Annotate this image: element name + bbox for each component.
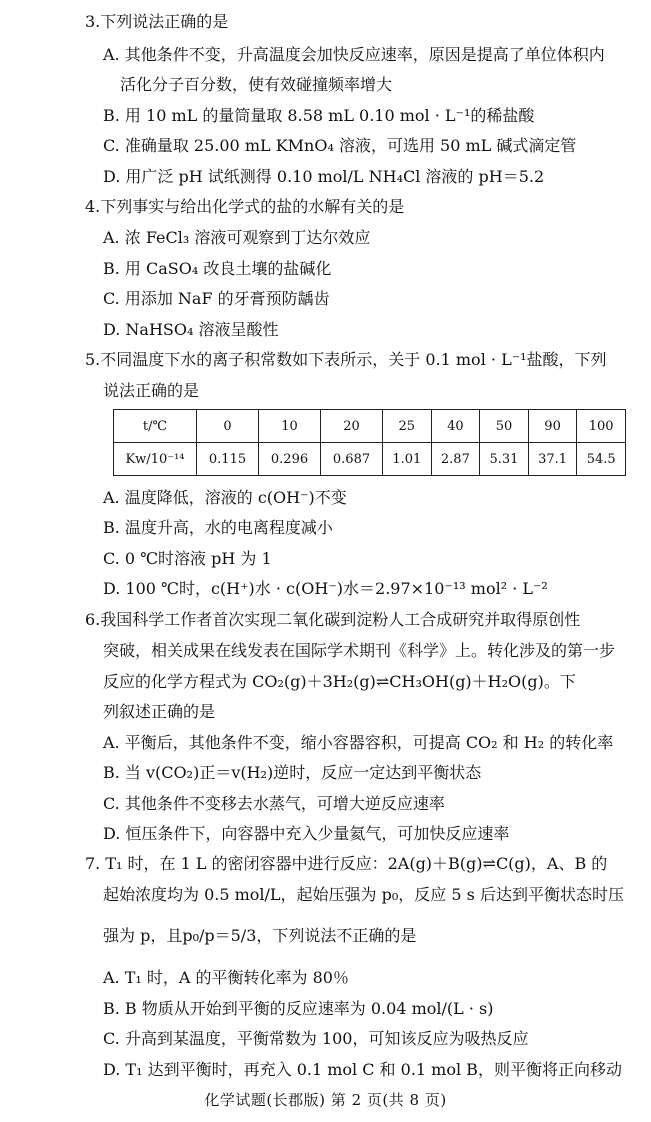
q5-option-a: A. 温度降低，溶液的 c(OH⁻)不变 [103, 488, 347, 507]
q7-option-a: A. T₁ 时，A 的平衡转化率为 80％ [103, 968, 349, 987]
table-cell: 1.01 [383, 443, 432, 476]
q5-stem: 5.不同温度下水的离子积常数如下表所示，关于 0.1 mol · L⁻¹盐酸，下列 [85, 350, 607, 369]
table-cell: 10 [259, 410, 321, 443]
table-row [114, 410, 626, 443]
q7-stem: 7. T₁ 时，在 1 L 的密闭容器中进行反应：2A(g)＋B(g)⇌C(g)，A、B 的 [85, 854, 608, 873]
q6-stem-cont-1: 突破，相关成果在线发表在国际学术期刊《科学》上。转化涉及的第一步 [103, 641, 616, 660]
table-cell: 20 [321, 410, 383, 443]
table-cell: 0.687 [321, 443, 383, 476]
table-cell: 25 [383, 410, 432, 443]
table-cell: 0 [197, 410, 259, 443]
q6-stem: 6.我国科学工作者首次实现二氧化碳到淀粉人工合成研究并取得原创性 [85, 610, 581, 629]
table-header-cell: t/℃ [114, 410, 197, 443]
q5-option-c: C. 0 ℃时溶液 pH 为 1 [103, 549, 272, 568]
q4-stem: 4.下列事实与给出化学式的盐的水解有关的是 [85, 197, 405, 216]
table-cell: 37.1 [528, 443, 577, 476]
q6-option-d: D. 恒压条件下，向容器中充入少量氦气，可加快反应速率 [103, 824, 510, 843]
table-cell: 40 [431, 410, 480, 443]
q3-option-a-cont: 活化分子百分数，使有效碰撞频率增大 [120, 75, 393, 94]
q5-option-b: B. 温度升高，水的电离程度减小 [103, 518, 333, 537]
q3-option-a: A. 其他条件不变，升高温度会加快反应速率，原因是提高了单位体积内 [103, 45, 605, 64]
q7-stem-cont-1: 起始浓度均为 0.5 mol/L，起始压强为 p₀，反应 5 s 后达到平衡状态时压 [103, 885, 624, 904]
q6-option-a: A. 平衡后，其他条件不变，缩小容器容积，可提高 CO₂ 和 H₂ 的转化率 [103, 733, 614, 752]
table-cell: 50 [480, 410, 529, 443]
q3-stem: 3.下列说法正确的是 [85, 12, 229, 31]
q4-option-d: D. NaHSO₄ 溶液呈酸性 [103, 320, 279, 339]
q5-stem-cont: 说法正确的是 [103, 381, 200, 400]
table-cell: 0.296 [259, 443, 321, 476]
q3-option-b: B. 用 10 mL 的量筒量取 8.58 mL 0.10 mol · L⁻¹的稀盐酸 [103, 106, 535, 125]
q5-option-d: D. 100 ℃时，c(H⁺)水 · c(OH⁻)水＝2.97×10⁻¹³ mol² · L⁻² [103, 579, 548, 598]
q7-option-b: B. B 物质从开始到平衡的反应速率为 0.04 mol/(L · s) [103, 999, 494, 1018]
q7-option-c: C. 升高到某温度，平衡常数为 100，可知该反应为吸热反应 [103, 1029, 529, 1048]
table-cell: 100 [577, 410, 626, 443]
q6-stem-cont-2: 反应的化学方程式为 CO₂(g)＋3H₂(g)⇌CH₃OH(g)＋H₂O(g)。下 [103, 672, 576, 691]
q4-option-b: B. 用 CaSO₄ 改良土壤的盐碱化 [103, 259, 332, 278]
table-cell: 5.31 [480, 443, 529, 476]
q7-option-d: D. T₁ 达到平衡时，再充入 0.1 mol C 和 0.1 mol B，则平衡将正向移动 [103, 1060, 622, 1079]
page-footer: 化学试题(长郡版) 第 2 页(共 8 页) [204, 1091, 447, 1109]
table-cell: 2.87 [431, 443, 480, 476]
q6-option-b: B. 当 v(CO₂)正＝v(H₂)逆时，反应一定达到平衡状态 [103, 763, 482, 782]
table-row [114, 443, 626, 476]
q6-option-c: C. 其他条件不变移去水蒸气，可增大逆反应速率 [103, 794, 445, 813]
table-cell: 54.5 [577, 443, 626, 476]
q4-option-a: A. 浓 FeCl₃ 溶液可观察到丁达尔效应 [103, 228, 371, 247]
table-header-cell: Kw/10⁻¹⁴ [114, 443, 197, 476]
q3-option-c: C. 准确量取 25.00 mL KMnO₄ 溶液，可选用 50 mL 碱式滴定管 [103, 136, 577, 155]
table-cell: 90 [528, 410, 577, 443]
q7-stem-cont-2: 强为 p，且p₀/p＝5/3，下列说法不正确的是 [103, 926, 417, 945]
kw-table [113, 409, 626, 476]
q4-option-c: C. 用添加 NaF 的牙膏预防龋齿 [103, 289, 330, 308]
q6-stem-cont-3: 列叙述正确的是 [103, 702, 216, 721]
table-cell: 0.115 [197, 443, 259, 476]
q3-option-d: D. 用广泛 pH 试纸测得 0.10 mol/L NH₄Cl 溶液的 pH＝5.2 [103, 167, 545, 186]
